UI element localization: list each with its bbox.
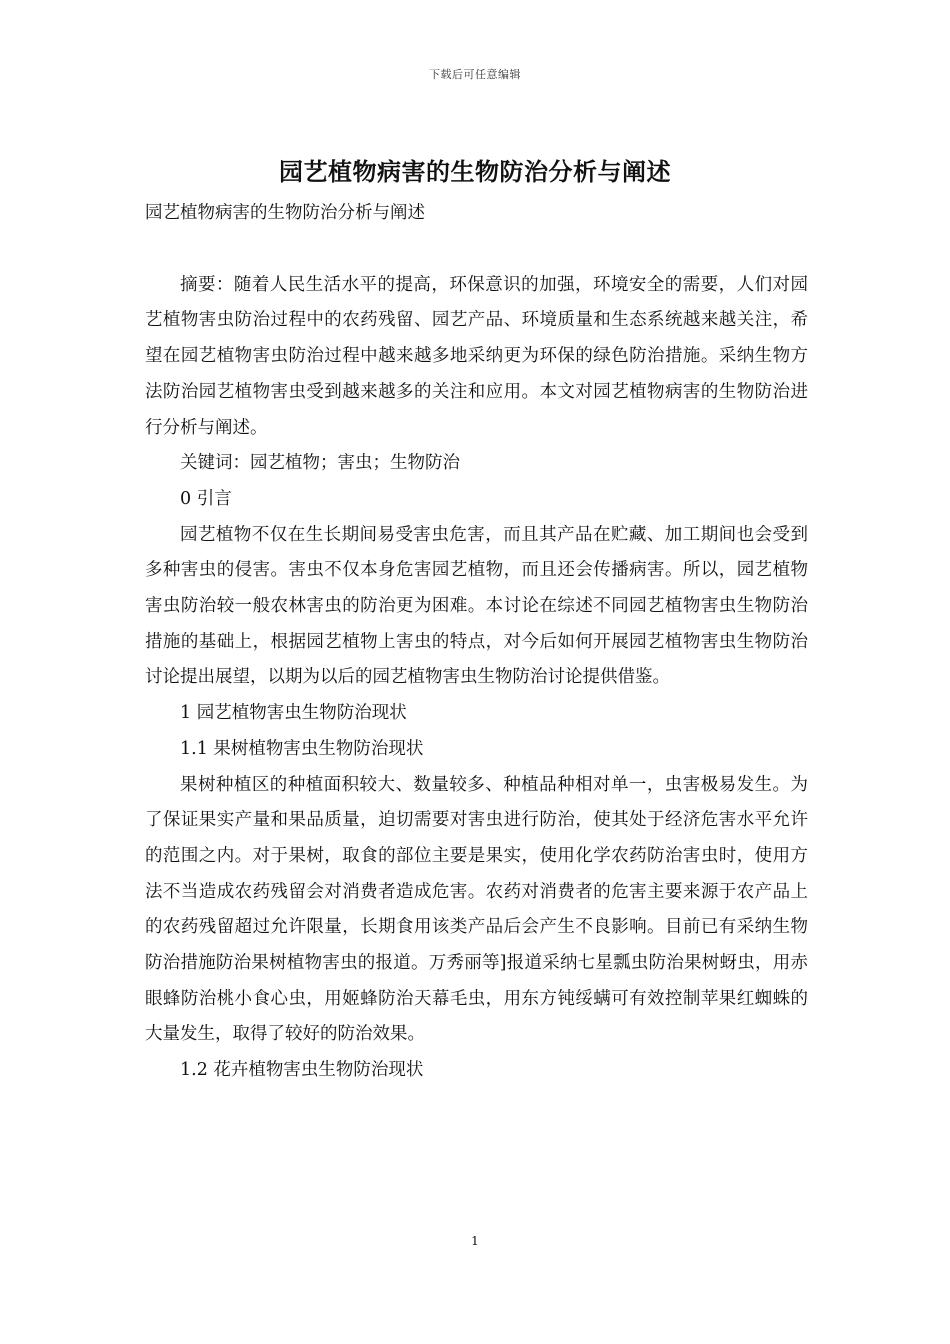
blank-line [145,232,808,268]
keywords-line: 关键词：园艺植物；害虫；生物防治 [180,453,460,474]
section-heading-1: 1 园艺植物害虫生物防治现状 [180,703,407,724]
document-body [145,196,808,1089]
section-1-1-paragraph: 果树种植区的种植面积较大、数量较多、种植品种相对单一，虫害极易发生。为了保证果实产量和果品质量，迫切需要对害虫进行防治，使其处于经济危害水平允许的范围之内。对于果树，取食的部位主要是果实，使用化学农药防治害虫时，使用方法不当造成农药残留会对消费者造成危害。农药对消费者的危害主要来源于农产品上的农药残留超过允许限量，长期食用该类产品后会产生不良影响。目前已有采纳生物防治措施防治果树植物害虫的报道。万秀丽等]报道采纳七星瓢虫防治果树蚜虫，用赤眼蜂防治桃小食心虫，用姬蜂防治天幕毛虫，用东方钝绥螨可有效控制苹果红蜘蛛的大量发生，取得了较好的防治效果。 [145,774,808,1045]
introduction-paragraph: 园艺植物不仅在生长期间易受害虫危害，而且其产品在贮藏、加工期间也会受到多种害虫的侵害。害虫不仅本身危害园艺植物，而且还会传播病害。所以，园艺植物害虫防治较一般农林害虫的防治更为困难。本讨论在综述不同园艺植物害虫生物防治措施的基础上，根据园艺植物上害虫的特点，对今后如何开展园艺植物害虫生物防治讨论提出展望，以期为以后的园艺植物害虫生物防治讨论提供借鉴。 [145,524,808,688]
document-title: 园艺植物病害的生物防治分析与阐述 [279,157,671,186]
document-subtitle: 园艺植物病害的生物防治分析与阐述 [145,203,425,223]
section-heading-1-1: 1.1 果树植物害虫生物防治现状 [180,738,424,759]
section-heading-1-2: 1.2 花卉植物害虫生物防治现状 [180,1060,424,1081]
header-note: 下载后可任意编辑 [429,68,521,81]
page-number: 1 [471,1234,479,1248]
section-heading-introduction: 0 引言 [180,488,232,509]
abstract-paragraph: 摘要：随着人民生活水平的提高，环保意识的加强，环境安全的需要，人们对园艺植物害虫防治过程中的农药残留、园艺产品、环境质量和生态系统越来越关注，希望在园艺植物害虫防治过程中越来越多地采纳更为环保的绿色防治措施。采纳生物方法防治园艺植物害虫受到越来越多的关注和应用。本文对园艺植物病害的生物防治进行分析与阐述。 [145,274,808,438]
